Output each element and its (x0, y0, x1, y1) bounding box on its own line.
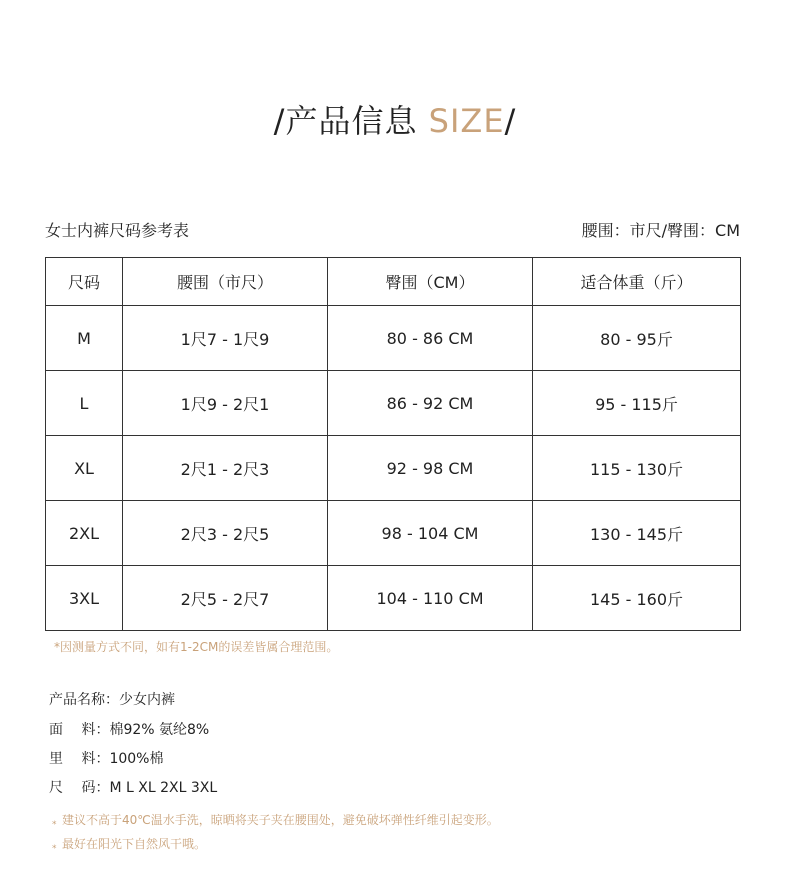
header-size: 尺码 (46, 258, 123, 306)
cell-waist: 2尺5 - 2尺7 (123, 566, 328, 631)
cell-waist: 2尺3 - 2尺5 (123, 501, 328, 566)
table-row (46, 306, 741, 371)
size-range-label: 尺 码： (49, 780, 110, 796)
cell-size: L (46, 371, 123, 436)
header-hip: 臀围（CM） (328, 258, 533, 306)
table-header-row (46, 258, 741, 306)
cell-weight: 80 - 95斤 (533, 306, 741, 371)
cell-hip: 80 - 86 CM (328, 306, 533, 371)
cell-waist: 1尺9 - 2尺1 (123, 371, 328, 436)
cell-weight: 115 - 130斤 (533, 436, 741, 501)
fabric-label: 面 料： (49, 722, 110, 738)
cell-waist: 1尺7 - 1尺9 (123, 306, 328, 371)
table-caption-right: 腰围：市尺/臀围：CM (581, 221, 740, 240)
lining-label: 里 料： (49, 751, 110, 767)
cell-hip: 98 - 104 CM (328, 501, 533, 566)
care-tip (52, 811, 499, 830)
cell-weight: 130 - 145斤 (533, 501, 741, 566)
size-range-value: M L XL 2XL 3XL (109, 780, 218, 796)
product-name-value: 少女内裤 (119, 692, 175, 708)
measurement-error-note: *因测量方式不同，如有1-2CM的误差皆属合理范围。 (54, 640, 339, 654)
lining-line (49, 748, 163, 768)
size-range-line (49, 777, 217, 797)
cell-waist: 2尺1 - 2尺3 (123, 436, 328, 501)
fabric-value: 棉92% 氨纶8% (109, 722, 210, 738)
title-suffix: / (504, 102, 517, 140)
title-accent: SIZE (428, 102, 505, 140)
cell-size: XL (46, 436, 123, 501)
bullet-star-icon: * (52, 844, 57, 854)
page-title (0, 96, 790, 142)
care-tip-text: 最好在阳光下自然风干哦。 (62, 837, 207, 851)
table-caption-left: 女士内裤尺码参考表 (45, 221, 190, 240)
cell-hip: 92 - 98 CM (328, 436, 533, 501)
cell-size: 2XL (46, 501, 123, 566)
title-prefix: /产品信息 (273, 102, 429, 140)
header-waist: 腰围（市尺） (123, 258, 328, 306)
table-row (46, 566, 741, 631)
fabric-line (49, 719, 209, 739)
product-name-label: 产品名称： (49, 692, 119, 708)
cell-hip: 86 - 92 CM (328, 371, 533, 436)
care-tip (52, 835, 206, 854)
size-table (45, 257, 741, 631)
product-name-line (49, 689, 175, 709)
header-weight: 适合体重（斤） (533, 258, 741, 306)
cell-size: M (46, 306, 123, 371)
table-caption (45, 218, 740, 241)
lining-value: 100%棉 (109, 751, 164, 767)
table-row (46, 436, 741, 501)
bullet-star-icon: * (52, 820, 57, 830)
care-tip-text: 建议不高于40℃温水手洗，晾晒将夹子夹在腰围处，避免破坏弹性纤维引起变形。 (62, 813, 499, 827)
table-row (46, 501, 741, 566)
cell-size: 3XL (46, 566, 123, 631)
cell-weight: 95 - 115斤 (533, 371, 741, 436)
cell-hip: 104 - 110 CM (328, 566, 533, 631)
table-row (46, 371, 741, 436)
cell-weight: 145 - 160斤 (533, 566, 741, 631)
